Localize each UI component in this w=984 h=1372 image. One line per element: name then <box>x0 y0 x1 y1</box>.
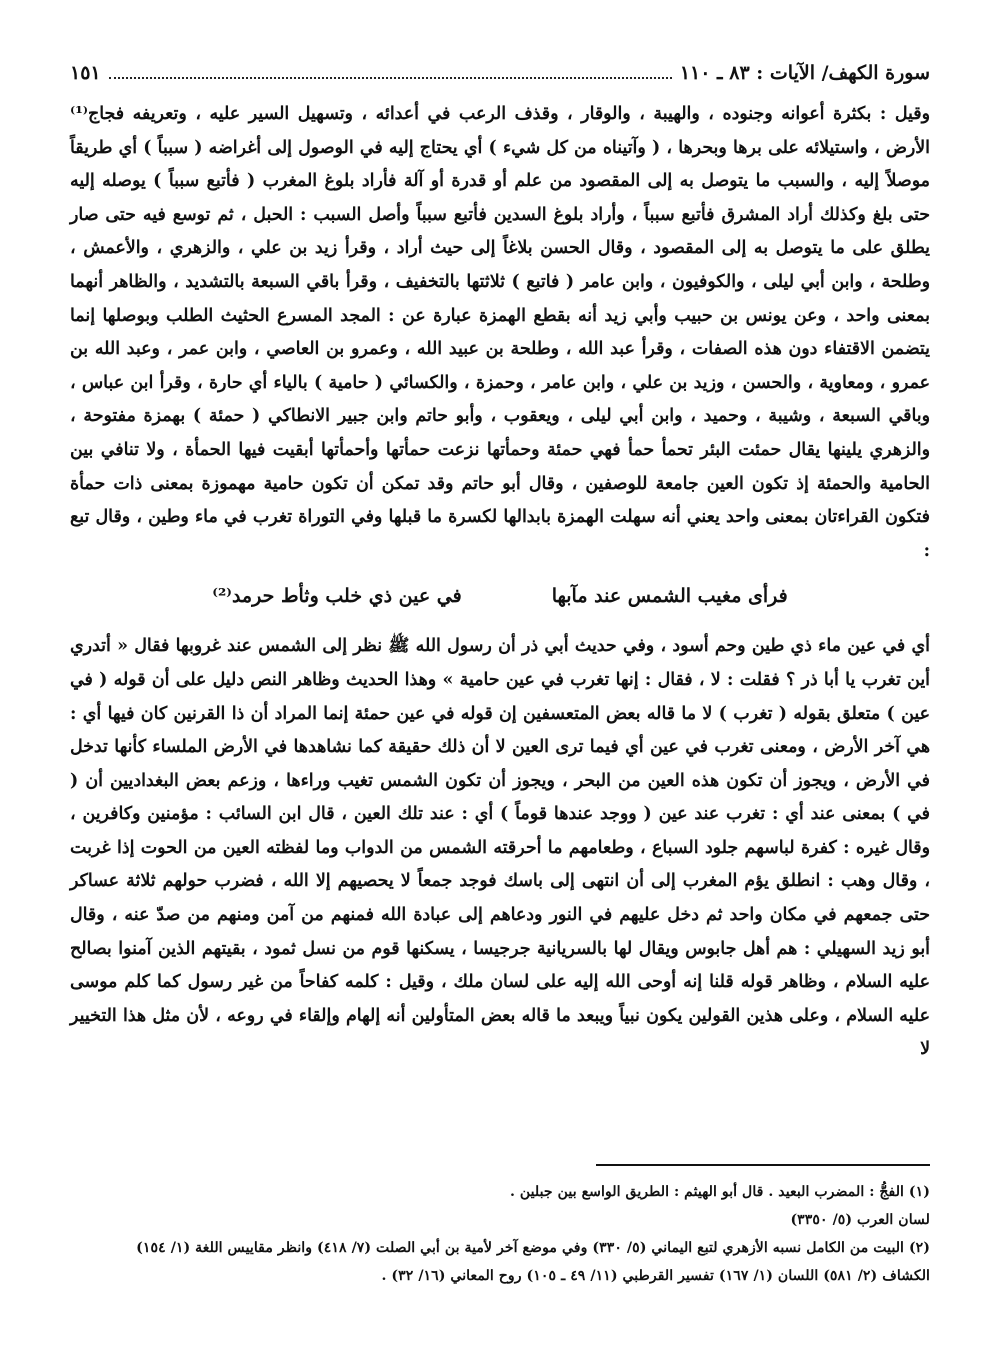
poetry-verse <box>70 576 930 616</box>
footnote-2-sources: الكشاف (٢/ ٥٨١) اللسان (١/ ١٦٧) تفسير القرطبي (١١/ ٤٩ ـ ١٠٥) روح المعاني (١٦/ ٣٢) . <box>381 1268 930 1284</box>
main-text <box>70 98 930 1067</box>
dotted-leader <box>109 65 672 79</box>
footnotes <box>70 1180 930 1292</box>
footnote-1-source: لسان العرب (٥/ ٣٣٥٠) <box>790 1212 930 1228</box>
paragraph-2: أي في عين ماء ذي طين وحم أسود ، وفي حديث أبي ذر أن رسول الله ﷺ نظر إلى الشمس عند غروبها فقال « أتدري أين تغرب يا أبا ذر ؟ فقلت : لا ، فقال : إنها تغرب في عين حامية » وهذا الحديث وظاهر النص دليل على أن قوله ( في عين ) متعلق بقوله ( تغرب ) لا ما قاله بعض المتعسفين إن قوله في عين حمئة إنما المراد أن ذا القرنين كان فيها أي : هي آخر الأرض ، ومعنى تغرب في عين أي فيما ترى العين لا أن ذلك حقيقة كما نشاهدها في الأرض الملساء كأنها تدخل في الأرض ، ويجوز أن تكون هذه العين من البحر ، ويجوز أن تكون الشمس تغيب وراءها ، وزعم بعض البغداديين أن ( في ) بمعنى عند أي : تغرب عند عين ( ووجد عندها قوماً ) أي : عند تلك العين ، قال ابن السائب : مؤمنين وكافرين ، وقال غيره : كفرة لباسهم جلود السباع ، وطعامهم ما أحرقته الشمس من الدواب وما لفظته العين من الحوت إذا غربت ، وقال وهب : انطلق يؤم المغرب إلى أن انتهى إلى باسك فوجد جمعاً لا يحصيهم إلا الله ، فضرب حولهم ثلاثة عساكر حتى جمعهم في مكان واحد ثم دخل عليهم في النور ودعاهم إلى عبادة الله فمنهم من آمن ومنهم من صدّ عنه ، وقال أبو زيد السهيلي : هم أهل جابوس ويقال لها بالسريانية جرجيسا ، يسكنها قوم من نسل ثمود ، بقيتهم الذين آمنوا بصالح عليه السلام ، وظاهر قوله قلنا إنه أوحى الله إليه على لسان ملك ، وقيل : كلمه كفاحاً من غير رسول كما كلم موسى عليه السلام ، وعلى هذين القولين يكون نبياً ويبعد ما قاله بعض المتأولين أنه إلهام وإلقاء في روعه ، لأن مثل هذا التخيير لا <box>70 636 930 1060</box>
header-title: سورة الكهف/ الآيات : ٨٣ ـ ١١٠ <box>679 62 930 84</box>
footnote-2: (٢) البيت من الكامل نسبه الأزهري لتبع اليماني (٥/ ٣٣٠) وفي موضع آخر لأمية بن أبي الصلت (٧/ ٤١٨) وانظر مقاييس اللغة (١/ ١٥٤) <box>136 1240 930 1256</box>
verse-hemistich-right: فرأى مغيب الشمس عند مآبها <box>551 585 788 608</box>
footnote-separator <box>596 1164 930 1166</box>
verse-hemistich-left: في عين ذي خلب وثأط حرمد⁽²⁾ <box>212 585 462 608</box>
paragraph-1: وقيل : بكثرة أعوانه وجنوده ، والهيبة ، والوقار ، وقذف الرعب في أعدائه ، وتسهيل السير عليه ، وتعريفه فجاج⁽¹⁾ الأرض ، واستيلائه على برها وبحرها ، ( وآتيناه من كل شيء ) أي يحتاج إليه في الوصول إلى أغراضه ( سبباً ) أي طريقاً موصلاً إليه ، والسبب ما يتوصل به إلى المقصود من علم أو قدرة أو آلة فأراد بلوغ المغرب ( فأتبع سبباً ) يوصله إليه حتى بلغ وكذلك أراد المشرق فأتبع سبباً ، وأراد بلوغ السدين فأتبع سبباً وأصل السبب : الحبل ، ثم توسع فيه حتى صار يطلق على ما يتوصل به إلى المقصود ، وقال الحسن بلاغاً إلى حيث أراد ، وقرأ زيد بن علي ، والزهري ، والأعمش ، وطلحة ، وابن أبي ليلى ، والكوفيون ، وابن عامر ( فاتبع ) ثلاثتها بالتخفيف ، وقرأ باقي السبعة بالتشديد ، والظاهر أنهما بمعنى واحد ، وعن يونس بن حبيب وأبي زيد أنه بقطع الهمزة عبارة عن : المجد المسرع الحثيث الطلب وبوصلها إنما يتضمن الاقتفاء دون هذه الصفات ، وقرأ عبد الله ، وطلحة بن عبيد الله ، وعمرو بن العاصي ، وابن عمر ، وعبد الله بن عمرو ، ومعاوية ، والحسن ، وزيد بن علي ، وابن عامر ، وحمزة ، والكسائي ( حامية ) بالياء أي حارة ، وقرأ ابن عباس ، وباقي السبعة ، وشيبة ، وحميد ، وابن أبي ليلى ، ويعقوب ، وأبو حاتم وابن جبير الانطاكي ( حمئة ) بهمزة مفتوحة ، والزهري يلينها يقال حمئت البئر تحمأ حمأ فهي حمئة وحمأتها نزعت حمأتها وأحمأتها أبقيت فيها الحمأة ، ولا تنافي بين الحامية والحمئة إذ تكون العين جامعة للوصفين ، وقال أبو حاتم وقد تمكن أن تكون حامية مهموزة بمعنى ذات حمأة فتكون القراءتان بمعنى واحد يعني أنه سهلت الهمزة بابدالها لكسرة ما قبلها وفي التوراة تغرب في ماء وطين ، وقال تبع : <box>70 104 930 561</box>
running-header <box>70 62 930 84</box>
footnote-1: (١) الفجُّ : المضرب البعيد . قال أبو الهيثم : الطريق الواسع بين جبلين . <box>509 1184 930 1200</box>
page-number: ١٥١ <box>70 62 101 84</box>
